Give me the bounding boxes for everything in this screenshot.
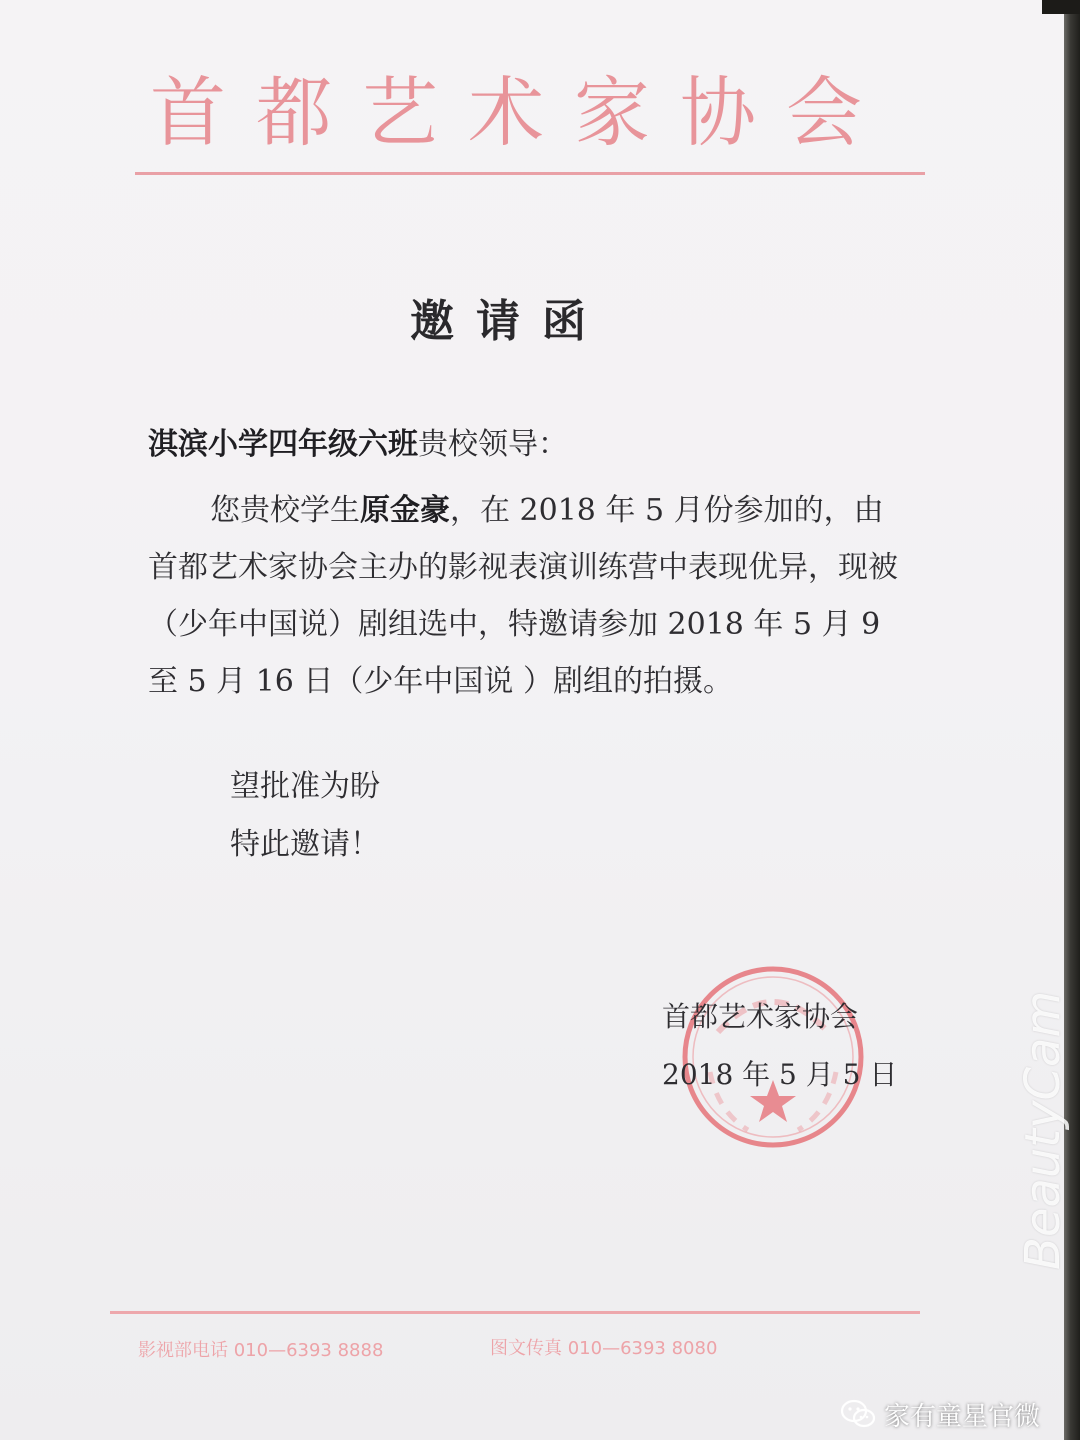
background-corner xyxy=(1042,0,1080,14)
wechat-icon xyxy=(840,1399,876,1429)
document-title: 邀请函 xyxy=(410,296,608,347)
signature-date: 2018 年 5 月 5 日 xyxy=(662,1058,898,1091)
camera-watermark-text: BeautyCam xyxy=(1015,990,1071,1270)
letterhead-rule xyxy=(135,172,925,175)
recipient-name: 淇滨小学四年级六班 xyxy=(148,427,418,462)
body-part-2: ，在 2018 年 5 月份参加的，由首都艺术家协会主办的影视表演训练营中表现优异，现被（少年中国说）剧组选中，特邀请参加 2018 年 5 月 9 至 5 月 16 日（少年中国说 ）剧组的拍摄。 xyxy=(148,493,898,699)
footer-fax: 图文传真 010—6393 8080 xyxy=(490,1338,718,1359)
signature-block xyxy=(662,988,897,1104)
letter-body xyxy=(148,482,908,710)
wechat-account-name: 家有童星官微 xyxy=(884,1401,1041,1432)
salutation xyxy=(148,427,568,462)
wechat-badge xyxy=(840,1396,1040,1432)
signature-organization: 首都艺术家协会 xyxy=(662,1000,859,1033)
footer-rule xyxy=(110,1311,920,1314)
body-paragraph xyxy=(148,482,908,710)
closing-line-2: 特此邀请！ xyxy=(230,827,380,862)
closing xyxy=(230,758,380,874)
closing-line-1: 望批准为盼 xyxy=(230,769,380,804)
body-part-1: 您贵校学生 xyxy=(210,493,360,528)
salutation-suffix: 贵校领导： xyxy=(418,427,568,462)
footer-phone: 影视部电话 010—6393 8888 xyxy=(138,1340,384,1361)
student-name: 原金豪 xyxy=(360,493,450,528)
letterhead-title: 首都艺术家协会 xyxy=(150,68,892,157)
